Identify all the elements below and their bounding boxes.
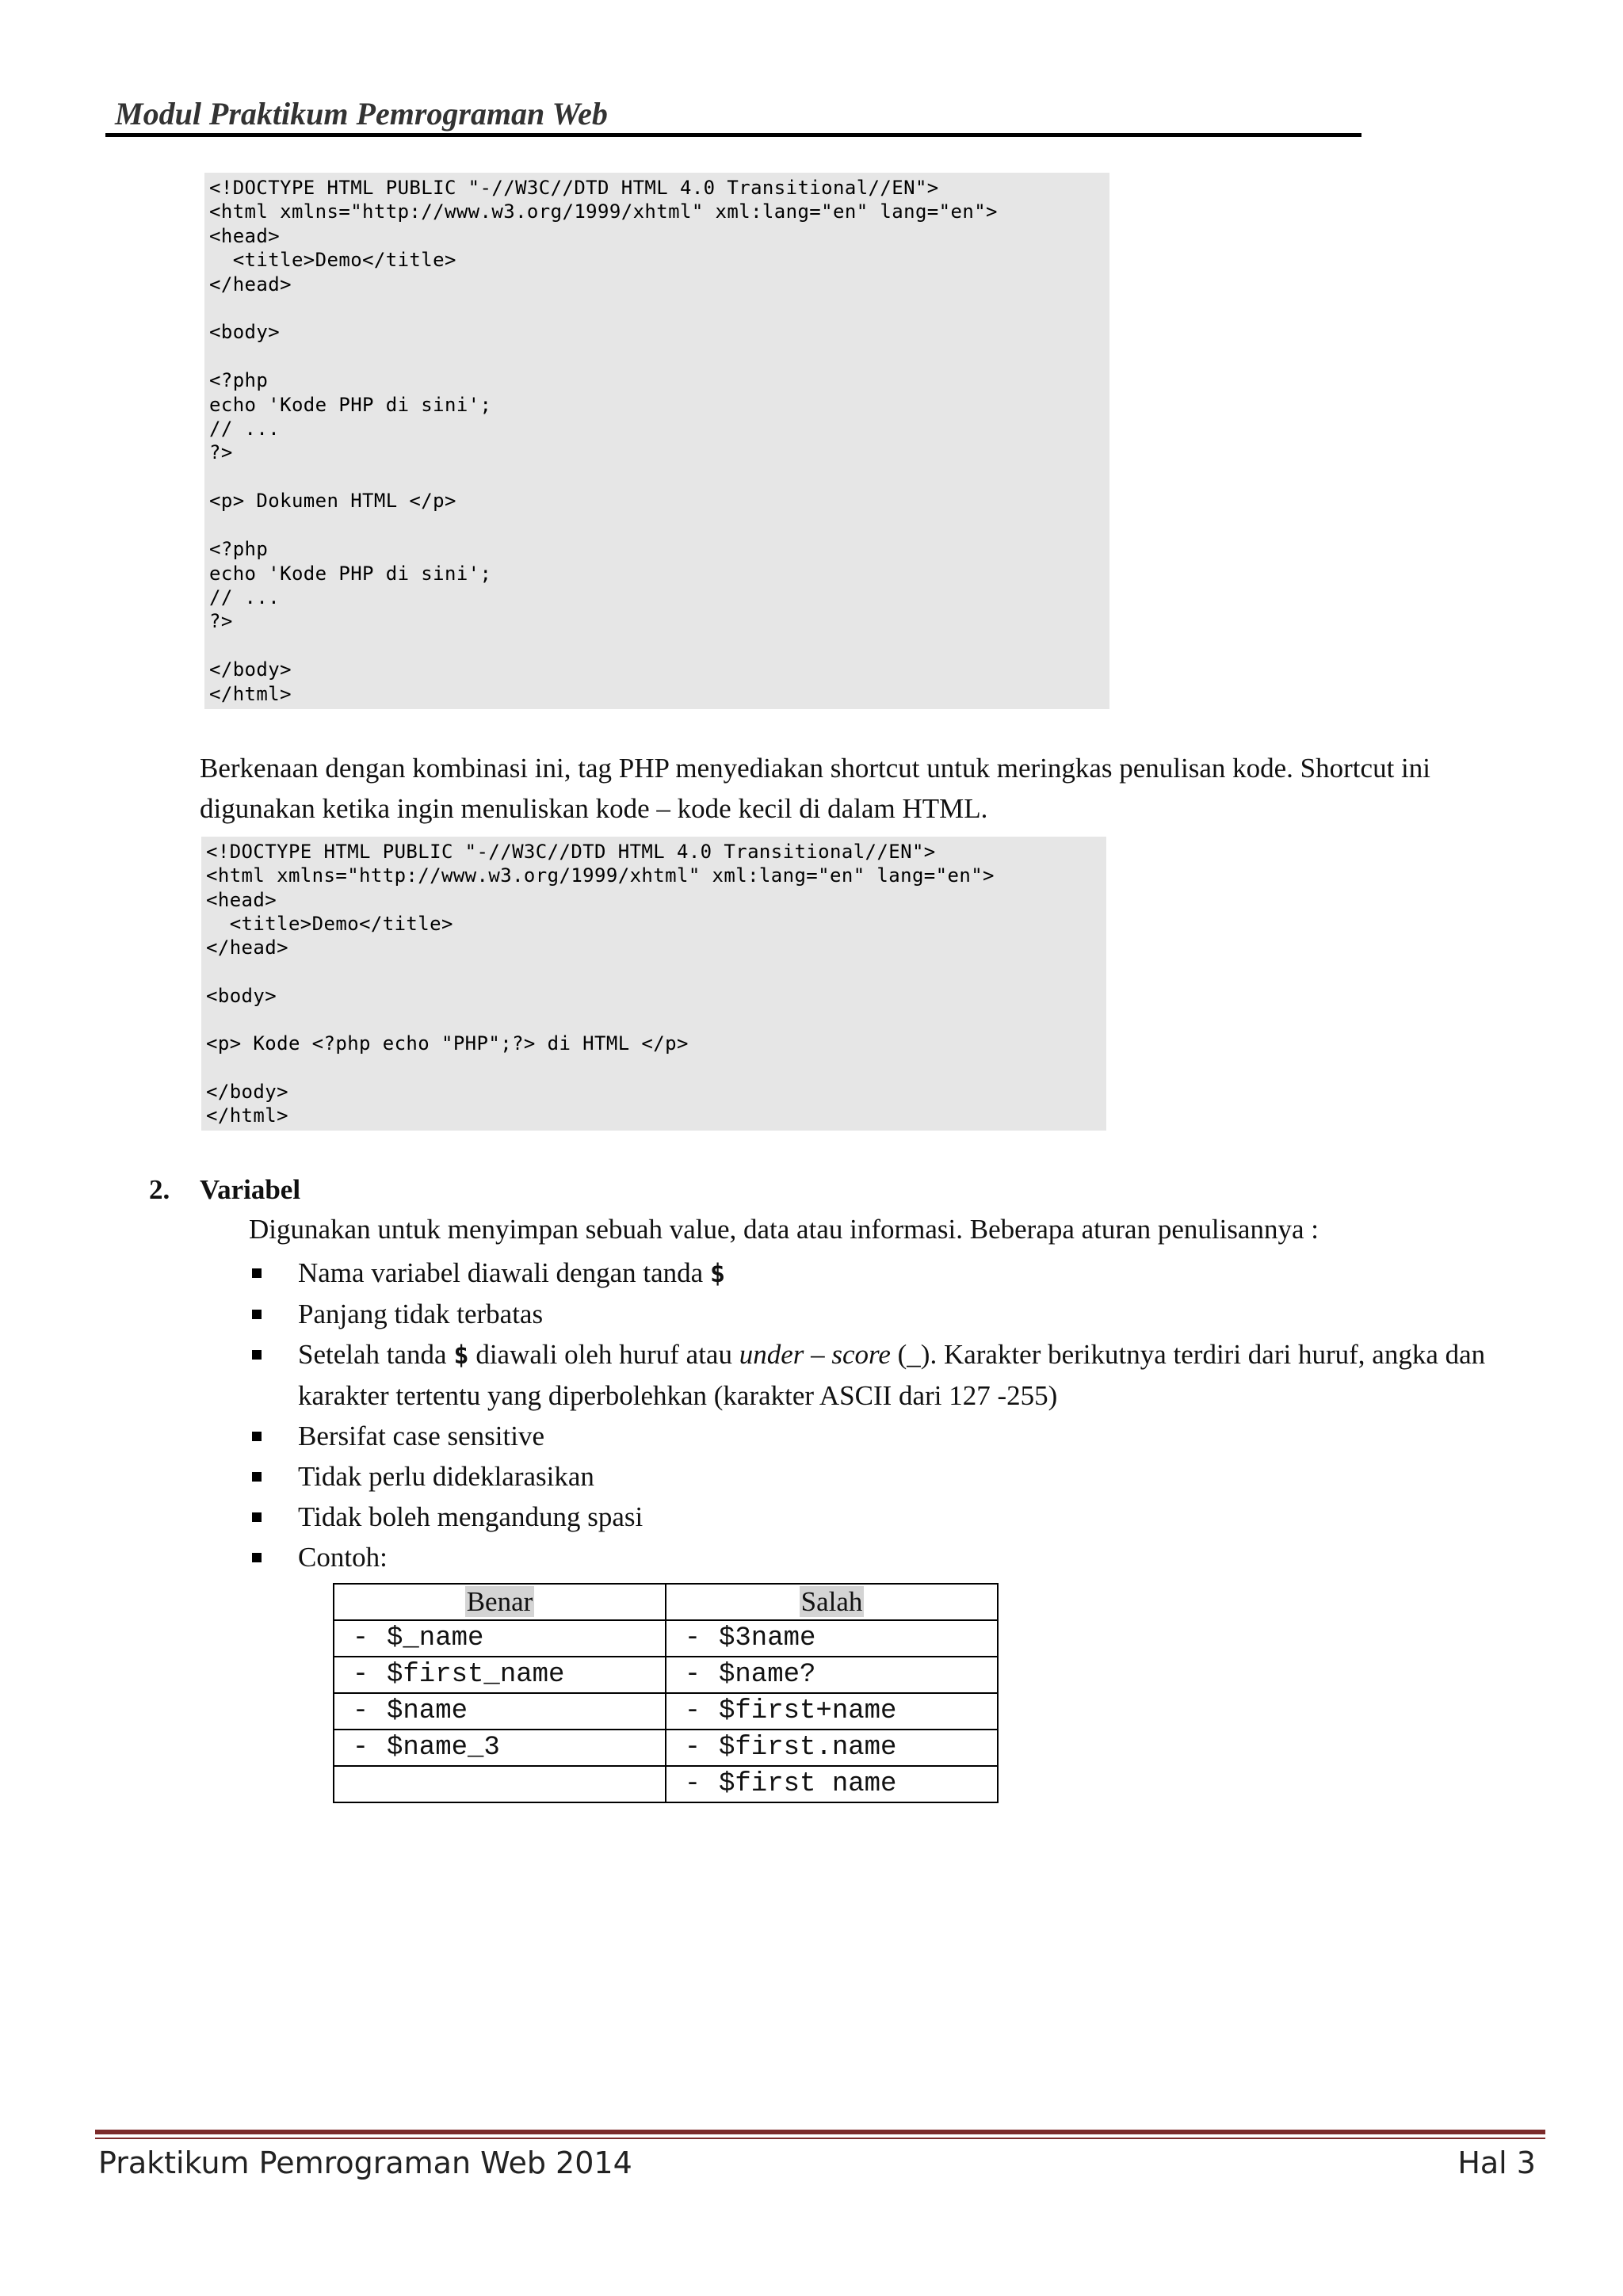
code-block-php-in-html: <!DOCTYPE HTML PUBLIC "-//W3C//DTD HTML 4.0 Transitional//EN"> <html xmlns="http://www.w3.org/1999/xhtml" xml:lang="en" lang="en"> <head> <title>Demo</title> </head> <body> <?php echo 'Kode PHP di sini'; // ... ?> <p> Dokumen HTML </p> <?php echo 'Kode PHP di sini'; // ... ?> </body> </html>	[204, 173, 1109, 709]
table-row	[334, 1657, 998, 1693]
bullet-square-icon	[252, 1350, 262, 1360]
dollar-sign-code: $	[709, 1258, 726, 1288]
bullet-square-icon	[252, 1268, 262, 1278]
rule-text: Contoh:	[298, 1542, 388, 1573]
variable-name: $first_name	[387, 1660, 565, 1690]
section-number: 2.	[149, 1174, 170, 1205]
variable-rules-list	[249, 1253, 1549, 1577]
table-row	[334, 1693, 998, 1730]
rule-text: Tidak perlu dideklarasikan	[298, 1461, 594, 1492]
list-item	[249, 1497, 1549, 1537]
footer-divider-thick	[95, 2130, 1545, 2134]
list-item	[249, 1416, 1549, 1456]
cell-salah	[666, 1730, 998, 1766]
dollar-sign-code: $	[453, 1340, 469, 1370]
variable-name: $3name	[719, 1623, 816, 1653]
cell-salah	[666, 1657, 998, 1693]
section-intro: Digunakan untuk menyimpan sebuah value, data atau informasi. Beberapa aturan penulisannya :	[249, 1214, 1319, 1245]
rule-text: diawali oleh huruf atau	[468, 1339, 739, 1370]
rule-text: Nama variabel diawali dengan tanda	[298, 1257, 710, 1288]
underscore-term: under – score	[739, 1339, 891, 1370]
cell-benar	[334, 1730, 666, 1766]
list-item	[249, 1334, 1549, 1416]
rule-text: Bersifat case sensitive	[298, 1421, 545, 1451]
dash-marker: -	[352, 1623, 369, 1653]
list-item	[249, 1253, 1549, 1294]
dash-marker: -	[684, 1696, 701, 1726]
cell-benar	[334, 1620, 666, 1657]
section-heading-variabel	[149, 1174, 300, 1206]
table-row	[334, 1766, 998, 1802]
variable-name: $first.name	[719, 1733, 897, 1763]
table-row	[334, 1730, 998, 1766]
variable-name: $name_3	[387, 1733, 500, 1763]
dash-marker: -	[684, 1623, 701, 1653]
variable-name: $first+name	[719, 1696, 897, 1726]
header-divider	[105, 133, 1361, 137]
rule-text: Tidak boleh mengandung spasi	[298, 1501, 643, 1532]
column-header-salah: Salah	[666, 1584, 998, 1620]
rule-text: (_). Karakter berikutnya terdiri dari huruf, angka dan karakter tertentu yang diperbolehkan (karakter ASCII dari 127 -255)	[298, 1339, 1486, 1411]
variable-name: $_name	[387, 1623, 484, 1653]
cell-benar	[334, 1766, 666, 1802]
variable-examples-table	[333, 1583, 999, 1803]
dash-marker: -	[684, 1733, 701, 1763]
column-header-benar: Benar	[334, 1584, 666, 1620]
cell-benar	[334, 1693, 666, 1730]
table-row	[334, 1620, 998, 1657]
bullet-square-icon	[252, 1472, 262, 1482]
list-item	[249, 1456, 1549, 1497]
rule-text: Panjang tidak terbatas	[298, 1299, 544, 1329]
dash-marker: -	[684, 1769, 701, 1799]
bullet-square-icon	[252, 1512, 262, 1522]
list-item	[249, 1294, 1549, 1334]
dash-marker: -	[352, 1733, 369, 1763]
cell-salah	[666, 1693, 998, 1730]
footer-page-number: Hal 3	[1457, 2145, 1536, 2180]
cell-salah	[666, 1766, 998, 1802]
section-title: Variabel	[200, 1174, 301, 1205]
list-item	[249, 1537, 1549, 1577]
variable-name: $name	[387, 1696, 468, 1726]
bullet-square-icon	[252, 1432, 262, 1441]
variable-name: $first name	[719, 1769, 897, 1799]
paragraph-shortcut-explanation: Berkenaan dengan kombinasi ini, tag PHP menyediakan shortcut untuk meringkas penulisan kode. Shortcut ini digunakan ketika ingin menuliskan kode – kode kecil di dalam HTML.	[200, 753, 1430, 824]
cell-benar	[334, 1657, 666, 1693]
footer-divider-thin	[95, 2138, 1545, 2139]
code-block-php-shortcut: <!DOCTYPE HTML PUBLIC "-//W3C//DTD HTML 4.0 Transitional//EN"> <html xmlns="http://www.w3.org/1999/xhtml" xml:lang="en" lang="en"> <head> <title>Demo</title> </head> <body> <p> Kode <?php echo "PHP";?> di HTML </p> </body> </html>	[201, 837, 1106, 1131]
rule-text: Setelah tanda	[298, 1339, 454, 1370]
footer-course-label: Praktikum Pemrograman Web 2014	[98, 2145, 632, 2180]
bullet-square-icon	[252, 1553, 262, 1562]
dash-marker: -	[352, 1696, 369, 1726]
dash-marker: -	[352, 1660, 369, 1690]
bullet-square-icon	[252, 1310, 262, 1319]
variable-name: $name?	[719, 1660, 816, 1690]
dash-marker: -	[684, 1660, 701, 1690]
cell-salah	[666, 1620, 998, 1657]
module-header-title: Modul Praktikum Pemrograman Web	[115, 96, 608, 132]
